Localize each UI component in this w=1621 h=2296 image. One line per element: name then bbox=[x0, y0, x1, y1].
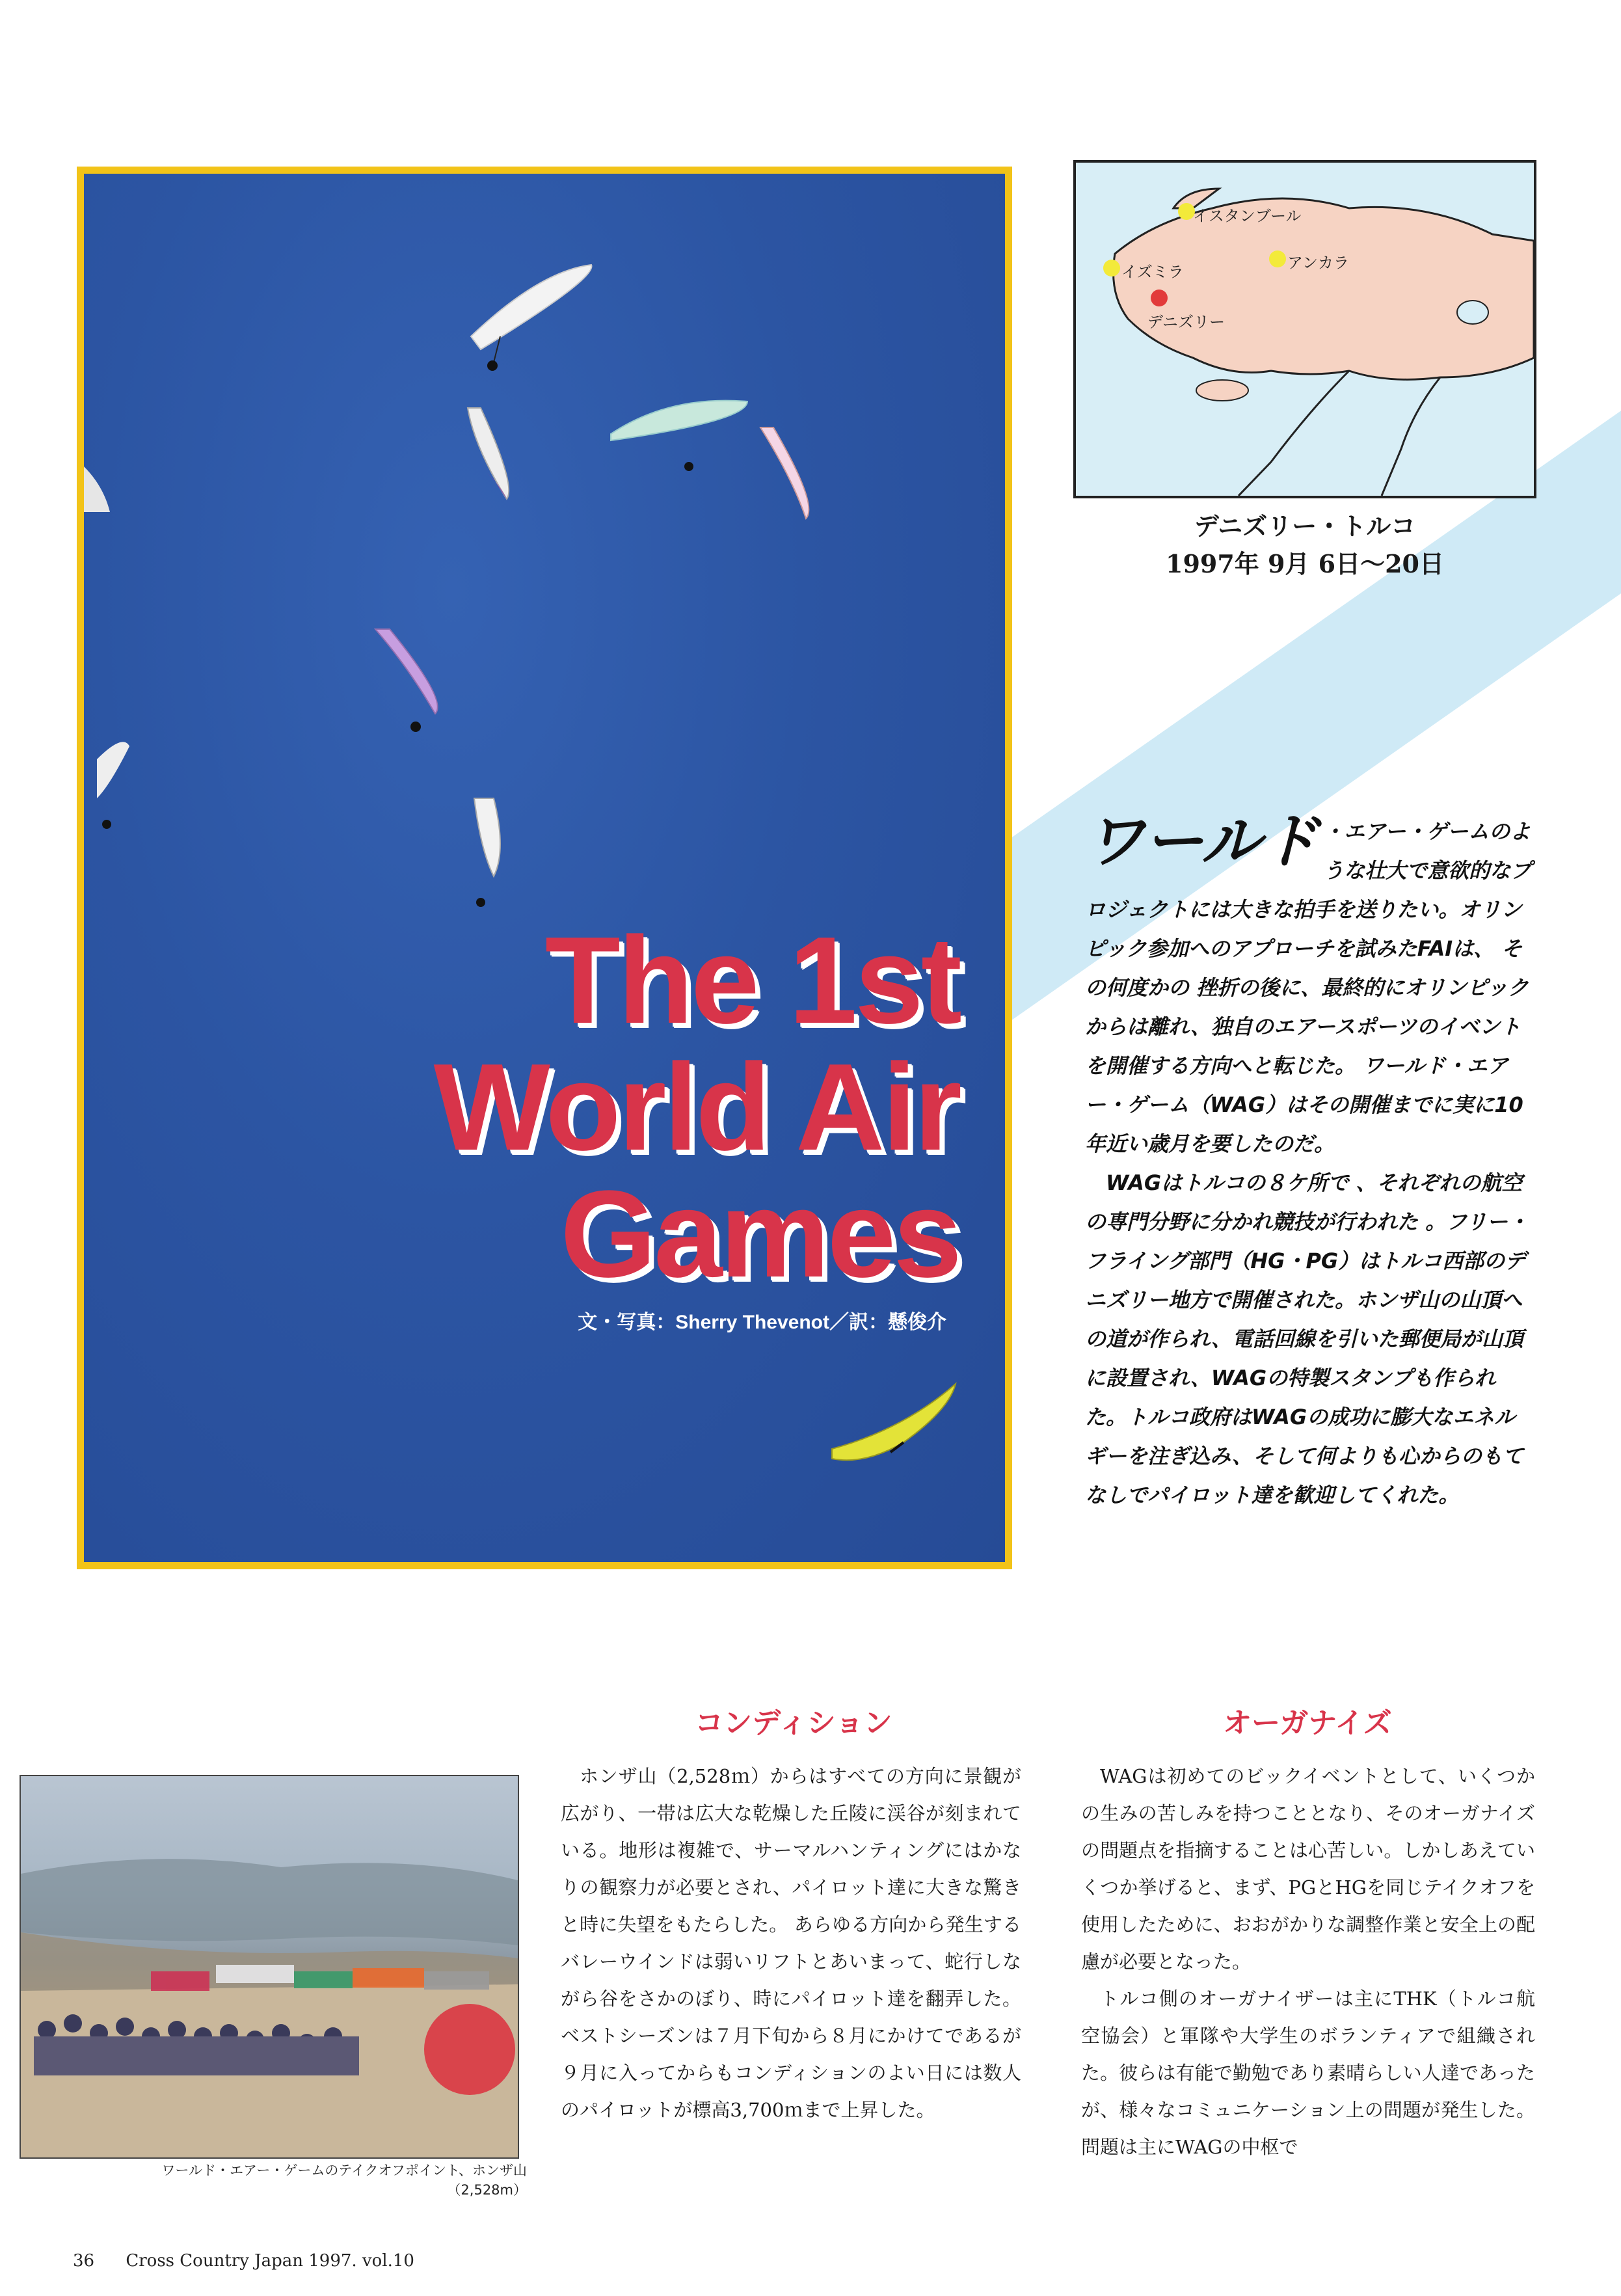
organize-body bbox=[1081, 1758, 1535, 2166]
page-number: 36 bbox=[73, 2251, 95, 2271]
title-line-1: The 1st bbox=[544, 912, 959, 1049]
organize-heading: オーガナイズ bbox=[1223, 1707, 1392, 1740]
map-label-istanbul: イスタンブール bbox=[1193, 207, 1302, 225]
paragliders-illustration bbox=[84, 174, 1005, 1562]
hero-photo bbox=[77, 167, 1012, 1569]
lead-paragraph-1: ・エアー・ゲームのような壮大で意欲的なプロジェクトには大きな拍手を送りたい。オリンピック参加へのアプローチを試みたFAIは、 その何度かの 挫折の後に、最終的にオリンピックからは離れ、独自のエアースポーツのイベントを開催する方向へと転じた。 ワールド・エアー・ゲーム（WAG）はその開催までに実に10年近い歳月を要したのだ。 bbox=[1085, 819, 1532, 1156]
map-caption-dates: 1997年 9月 6日～20日 bbox=[1166, 549, 1444, 578]
takeoff-photo-illustration bbox=[21, 1776, 518, 2157]
photo-caption: ワールド・エアー・ゲームのテイクオフポイント、ホンザ山（2,528m） bbox=[161, 2163, 527, 2198]
byline: 文・写真：Sherry Thevenot／訳：懸俊介 bbox=[578, 1312, 946, 1333]
condition-body bbox=[561, 1758, 1021, 2129]
turkey-map bbox=[1073, 160, 1536, 498]
title-line-3: Games bbox=[560, 1165, 959, 1303]
map-caption-place: デニズリー・トルコ bbox=[1194, 511, 1416, 541]
condition-heading: コンディション bbox=[695, 1707, 892, 1740]
turkey-map-shape bbox=[1076, 163, 1534, 496]
title-line-2: World Air bbox=[433, 1038, 959, 1176]
map-label-izmir: イズミラ bbox=[1121, 263, 1184, 281]
organize-paragraph-1: WAGは初めてのビックイベントとして、いくつかの生みの苦しみを持つこととなり、そのオーガナイズの問題点を指摘することは心苦しい。しかしあえていくつか挙げると、まず、PGとHGを同じテイクオフを使用したために、おおがかりな調整作業と安全上の配慮が必要となった。 bbox=[1081, 1765, 1535, 1973]
lead-drop-word: ワールド bbox=[1085, 807, 1319, 876]
map-label-denizli: デニズリー bbox=[1147, 313, 1226, 331]
takeoff-photo bbox=[20, 1775, 519, 2159]
lead-paragraph-2: WAGはトルコの８ケ所で 、それぞれの航空の専門分野に分かれ競技が行われた 。フリー・フライング部門（HG・PG）はトルコ西部のデニズリー地方で開催された。ホンザ山の山頂への道が作られ、電話回線を引いた郵便局が山頂に設置され、WAGの特製スタンプも作られた。トルコ政府はWAGの成功に膨大なエネルギーを注ぎ込み、そして何よりも心からのもてなしでパイロット達を歓迎してくれた。 bbox=[1085, 1170, 1529, 1507]
map-caption bbox=[1073, 507, 1536, 583]
condition-paragraph: ホンザ山（2,528ｍ）からはすべての方向に景観が広がり、一帯は広大な乾燥した丘陵に渓谷が刻まれている。地形は複雑で、サーマルハンティングにはかなりの観察力が必要とされ、パイロット達に大きな驚きと時に失望をもたらした。 あらゆる方向から発生するバレーウインドは弱いリフトとあいまって、蛇行しながら谷をさかのぼり、時にパイロット達を翻弄した。ベストシーズンは７月下旬から８月にかけてであるが９月に入ってからもコンディションのよい日には数人のパイロットが標高3,700ｍまで上昇した。 bbox=[561, 1765, 1021, 2121]
lead-text bbox=[1085, 807, 1534, 1515]
page-footer bbox=[73, 2251, 414, 2271]
publication-name: Cross Country Japan 1997. vol.10 bbox=[126, 2251, 414, 2271]
organize-paragraph-2: トルコ側のオーガナイザーは主にTHK（トルコ航空協会）と軍隊や大学生のボランティアで組織された。彼らは有能で勤勉であり素晴らしい人達であったが、様々なコミュニケーション上の問題が発生した。問題は主にWAGの中枢で bbox=[1081, 1988, 1535, 2158]
map-label-ankara: アンカラ bbox=[1287, 254, 1350, 272]
